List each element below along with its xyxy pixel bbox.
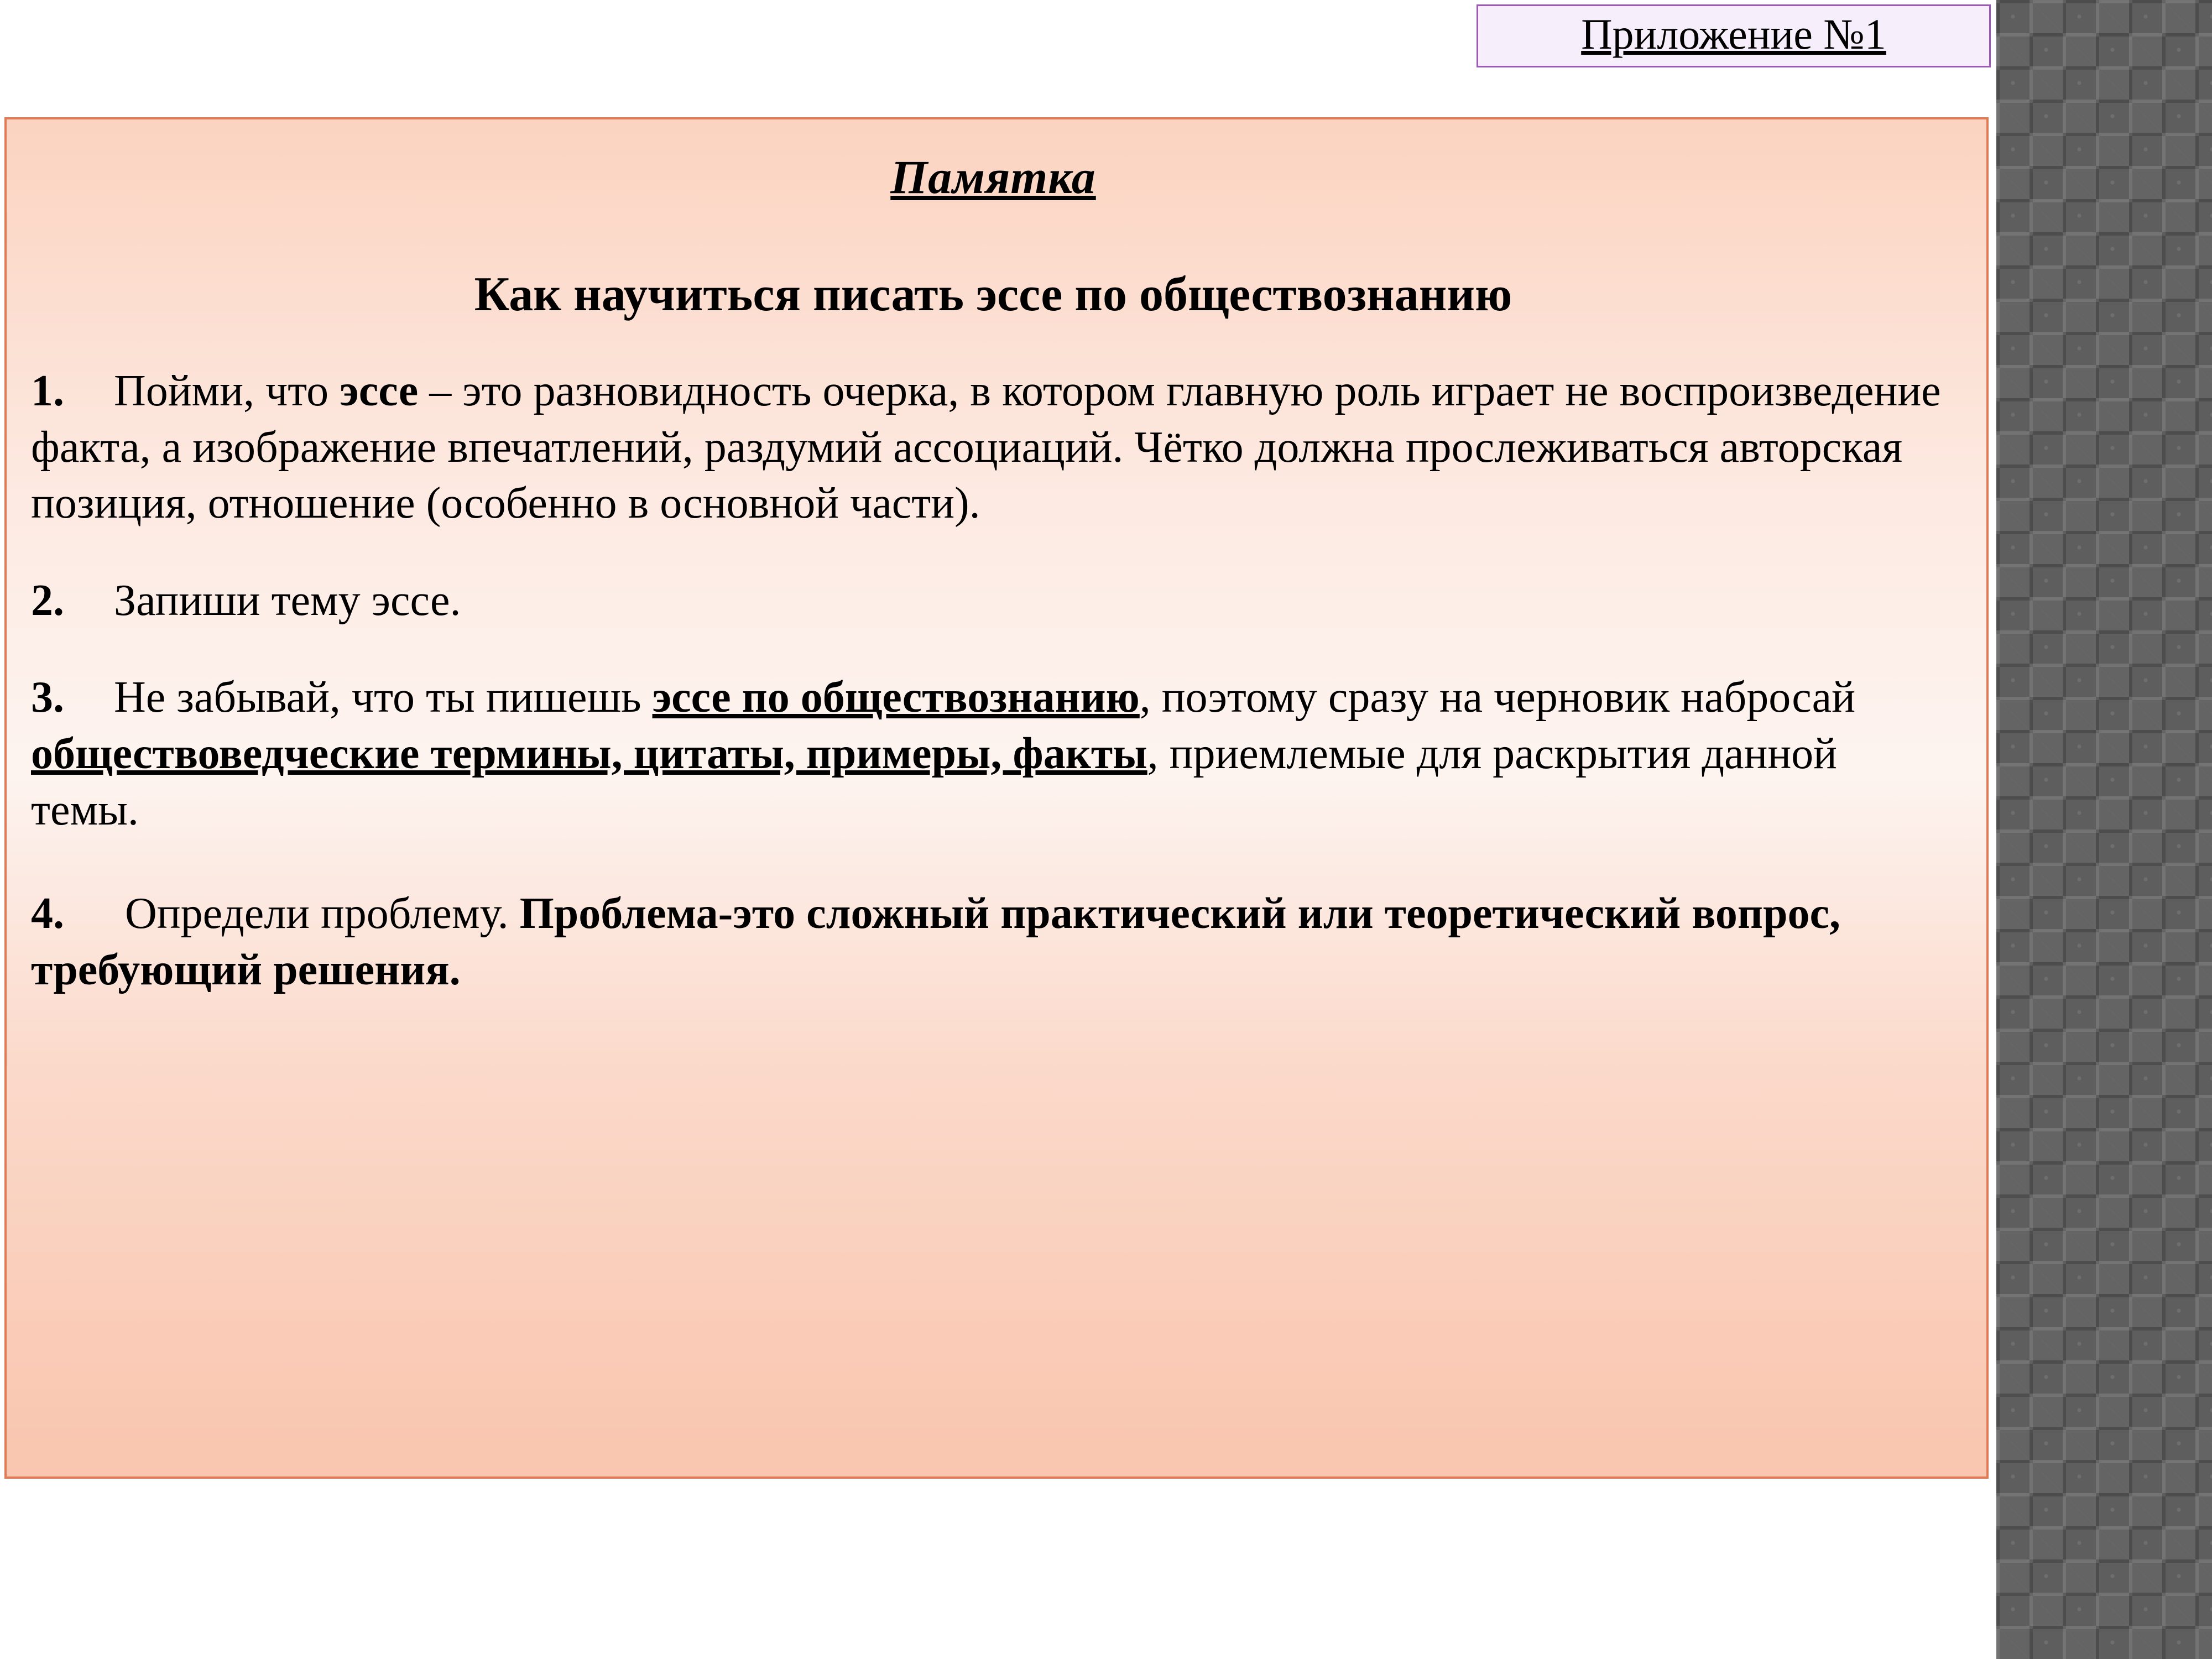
appendix-label-text: Приложение №1 bbox=[1581, 10, 1886, 58]
memo-item-1-bold-essay: эссе bbox=[340, 367, 419, 415]
decorative-pattern-strip bbox=[1996, 0, 2212, 1659]
memo-item-1-text-b: – это разновидность очерка, в котором главную роль играет не воспроизведение факта, а изображение впечатлений, раздумий ассоциаций. Чётко должна прослеживаться авторская позиция, отношение (особенно в основной части). bbox=[31, 367, 1941, 528]
memo-card bbox=[4, 117, 1989, 1479]
memo-subtitle: Как научиться писать эссе по обществознанию bbox=[474, 268, 1512, 321]
memo-item-3-text-c: , приемлемые для раскрытия данной темы. bbox=[31, 729, 1837, 834]
memo-item-1-text-a: Пойми, что bbox=[114, 367, 340, 415]
memo-item-2-number: 2. bbox=[31, 576, 64, 625]
memo-item-4-text-b: . bbox=[497, 889, 520, 938]
memo-title: Памятка bbox=[890, 150, 1096, 204]
memo-item-4-bold-problem: Проблема-это сложный практический или теоретический вопрос, требующий решения. bbox=[31, 889, 1840, 994]
memo-item-3-text-b: , поэтому сразу на черновик набросай bbox=[1139, 673, 1855, 722]
memo-item-2 bbox=[31, 573, 1955, 629]
appendix-label bbox=[1477, 4, 1991, 67]
memo-item-2-text: Запиши тему эссе. bbox=[114, 576, 461, 625]
memo-item-3-number: 3. bbox=[31, 673, 64, 722]
memo-item-3-text-a: Не забывай, что ты пишешь bbox=[114, 673, 653, 722]
memo-item-1 bbox=[31, 363, 1955, 532]
memo-item-4 bbox=[31, 886, 1955, 998]
memo-item-4-text-a: Определи проблему bbox=[125, 889, 498, 938]
memo-item-4-number: 4. bbox=[31, 889, 64, 938]
memo-item-3-bold-essay-social: эссе по обществознанию bbox=[652, 673, 1140, 722]
memo-item-1-number: 1. bbox=[31, 367, 64, 415]
memo-item-3-bold-terms: обществоведческие термины, цитаты, примеры, факты bbox=[31, 729, 1147, 778]
memo-item-3 bbox=[31, 670, 1955, 838]
